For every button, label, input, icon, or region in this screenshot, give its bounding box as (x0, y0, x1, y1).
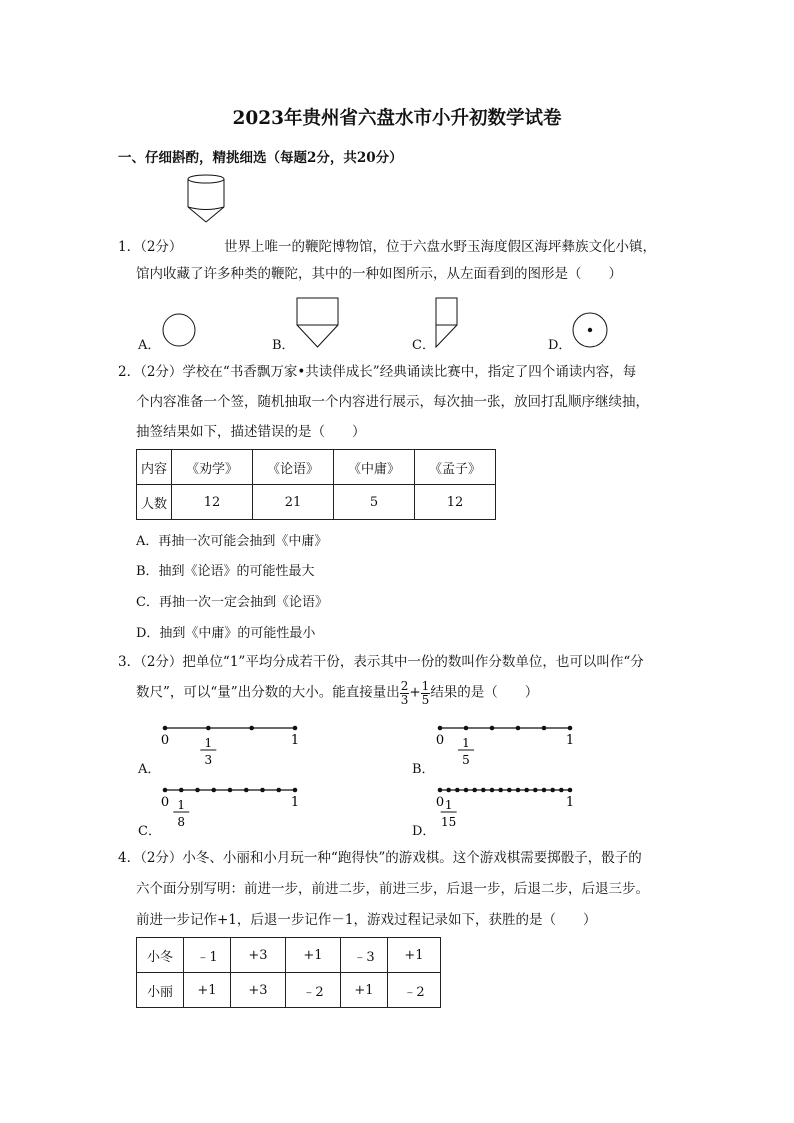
ruler-point (163, 788, 168, 793)
ruler-point (498, 788, 503, 793)
ruler-fraction-denominator: 5 (462, 753, 470, 767)
table-cell: 小冬 (137, 938, 184, 973)
question-1-line-1: 世界上唯一的鞭陀博物馆，位于六盘水野玉海度假区海坪彝族文化小镇， (224, 239, 656, 255)
circle-dot-icon (572, 312, 608, 348)
ruler-point (293, 726, 298, 731)
question-3-text-b: 结果的是（ ） (430, 684, 539, 701)
ruler-zero-label: 0 (160, 733, 170, 748)
question-4-line-1: 4．（2分）小冬、小丽和小月玩一种“跑得快”的游戏棋。这个游戏棋需要掷骰子，骰子的 (118, 850, 642, 866)
table-cell: ﹣2 (388, 973, 441, 1008)
ruler-point (490, 788, 495, 793)
ruler-point (464, 726, 469, 731)
question-2-line-1: 2．（2分）学校在“书香飘万家•共读伴成长”经典诵读比赛中，指定了四个诵读内容，每 (118, 364, 637, 380)
page-title: 2023年贵州省六盘水市小升初数学试卷 (232, 108, 562, 129)
ruler-point (472, 788, 477, 793)
ruler-point (446, 788, 451, 793)
fraction-two-thirds (400, 680, 410, 706)
table-cell: 《劝学》 (172, 450, 253, 485)
ruler-point (228, 788, 233, 793)
question-2-line-3: 抽签结果如下，描述错误的是（ ） (136, 424, 366, 440)
table-row (137, 485, 496, 520)
spinning-top-figure (186, 174, 226, 224)
table-cell: 12 (415, 485, 496, 520)
table-cell: +1 (341, 973, 388, 1008)
ruler-point (211, 788, 216, 793)
ruler-point (244, 788, 249, 793)
option-a-label[interactable]: A． (138, 762, 161, 777)
ruler-point (179, 788, 184, 793)
ruler-point (481, 788, 486, 793)
draw-results-table (136, 449, 496, 520)
ruler-fraction-denominator: 8 (177, 815, 186, 829)
ruler-fraction-numerator: 1 (444, 798, 453, 812)
table-row (137, 450, 496, 485)
question-2-option-c[interactable]: C．再抽一次一定会抽到《论语》 (136, 595, 328, 610)
table-cell: +3 (231, 938, 286, 973)
denominator: 5 (421, 692, 430, 707)
question-4-line-2: 六个面分别写明：前进一步，前进二步，前进三步，后退一步，后退二步，后退三步。 (136, 881, 649, 897)
ruler-point (559, 788, 564, 793)
option-d-label[interactable]: D． (548, 338, 572, 353)
option-b-label[interactable]: B． (412, 762, 435, 777)
ruler-point (249, 726, 254, 731)
ruler-zero-label: 0 (160, 795, 170, 810)
table-row (137, 938, 441, 973)
ruler-point (516, 788, 521, 793)
fraction-one-fifth (421, 680, 431, 706)
table-cell: +1 (388, 938, 441, 973)
ruler-point (438, 726, 443, 731)
ruler-point (542, 726, 547, 731)
ruler-point (568, 726, 573, 731)
question-1-line-2: 馆内收藏了许多种类的鞭陀，其中的一种如图所示，从左面看到的图形是（ ） (136, 266, 622, 282)
ruler-fraction-numerator: 1 (177, 798, 186, 812)
denominator: 3 (400, 692, 409, 707)
option-b-label[interactable]: B． (272, 338, 295, 353)
ruler-one-label: 1 (290, 733, 300, 748)
ruler-fraction-numerator: 1 (462, 736, 470, 750)
ruler-point (533, 788, 538, 793)
ruler-point (260, 788, 265, 793)
ruler-point (516, 726, 521, 731)
circle-icon (162, 313, 196, 347)
table-cell: ﹣2 (286, 973, 341, 1008)
ruler-fraction-numerator: 1 (204, 736, 213, 750)
game-record-table (136, 937, 441, 1008)
ruler-point (464, 788, 469, 793)
ruler-point (568, 788, 573, 793)
ruler-point (206, 726, 211, 731)
question-2-line-2: 个内容准备一个签，随机抽取一个内容进行展示，每次抽一张，放回打乱顺序继续抽， (136, 394, 649, 410)
ruler-zero-label: 0 (435, 795, 445, 810)
ruler-point (438, 788, 443, 793)
table-cell: 内容 (137, 450, 172, 485)
question-1-prefix: 1．（2分） (118, 239, 183, 255)
question-3-line-2 (136, 680, 538, 706)
ruler-point (507, 788, 512, 793)
ruler-point (490, 726, 495, 731)
ruler-point (276, 788, 281, 793)
table-cell: 21 (253, 485, 334, 520)
table-cell: 人数 (137, 485, 172, 520)
question-2-option-a[interactable]: A．再抽一次可能会抽到《中庸》 (136, 534, 328, 549)
question-3-text-a: 数尺”，可以“量”出分数的大小。能直接量出 (136, 684, 400, 701)
option-c-label[interactable]: C． (138, 824, 161, 839)
fraction-ruler-d (430, 780, 590, 836)
ruler-fraction-denominator: 3 (204, 753, 213, 767)
fraction-ruler-b (430, 718, 590, 774)
table-cell: +1 (184, 973, 231, 1008)
ruler-point (195, 788, 200, 793)
table-cell: 《孟子》 (415, 450, 496, 485)
ruler-zero-label: 0 (435, 733, 445, 748)
pentagon-arrow-icon (296, 297, 340, 349)
ruler-point (542, 788, 547, 793)
section-heading: 一、仔细斟酌，精挑细选（每题2分，共20分） (118, 150, 403, 166)
ruler-point (163, 726, 168, 731)
plus-sign: + (409, 684, 421, 701)
option-c-label[interactable]: C． (412, 338, 435, 353)
table-cell: +3 (231, 973, 286, 1008)
table-cell: +1 (286, 938, 341, 973)
ruler-fraction-denominator: 15 (441, 815, 457, 829)
table-cell: ﹣1 (184, 938, 231, 973)
ruler-point (293, 788, 298, 793)
question-2-option-b[interactable]: B．抽到《论语》的可能性最大 (136, 564, 315, 579)
table-cell: 12 (172, 485, 253, 520)
option-d-label[interactable]: D． (412, 824, 436, 839)
ruler-one-label: 1 (290, 795, 300, 810)
question-2-option-d[interactable]: D．抽到《中庸》的可能性最小 (136, 626, 316, 641)
ruler-one-label: 1 (565, 795, 575, 810)
question-4-line-3: 前进一步记作+1，后退一步记作－1，游戏过程记录如下，获胜的是（ ） (136, 912, 597, 928)
table-cell: ﹣3 (341, 938, 388, 973)
half-arrow-icon (435, 297, 461, 349)
table-row (137, 973, 441, 1008)
ruler-point (524, 788, 529, 793)
table-cell: 5 (334, 485, 415, 520)
table-cell: 《论语》 (253, 450, 334, 485)
ruler-point (455, 788, 460, 793)
option-a-label[interactable]: A． (138, 338, 161, 353)
numerator: 2 (400, 679, 409, 693)
question-3-line-1: 3．（2分）把单位“1”平均分成若干份，表示其中一份的数叫作分数单位，也可以叫作“分 (118, 654, 644, 670)
fraction-ruler-a (155, 718, 315, 774)
fraction-ruler-c (155, 780, 315, 836)
numerator: 1 (421, 679, 430, 693)
ruler-point (550, 788, 555, 793)
table-cell: 小丽 (137, 973, 184, 1008)
ruler-one-label: 1 (565, 733, 575, 748)
table-cell: 《中庸》 (334, 450, 415, 485)
